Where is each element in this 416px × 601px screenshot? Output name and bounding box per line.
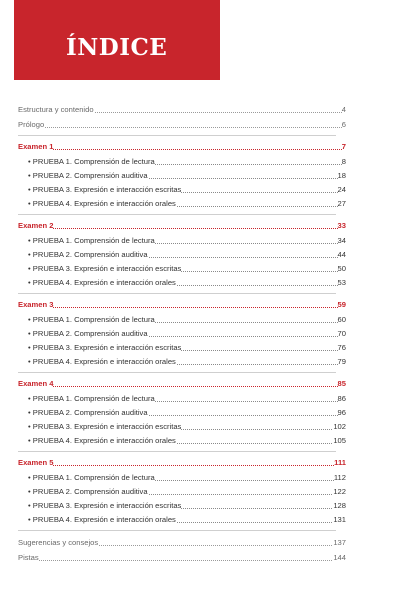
section-divider <box>18 293 336 294</box>
section-divider <box>18 372 336 373</box>
toc-entry-page: 34 <box>338 234 346 248</box>
toc-entry-page: 112 <box>334 471 346 485</box>
leader-dots <box>18 127 346 128</box>
toc-entry-label: • PRUEBA 4. Expresión e interacción orales <box>28 197 176 211</box>
toc-entry-label: • PRUEBA 3. Expresión e interacción escritas <box>28 341 181 355</box>
toc-entry-prueba-4[interactable] <box>0 197 416 211</box>
toc-entry-page: 102 <box>333 420 346 434</box>
toc-exam-3[interactable] <box>0 298 416 312</box>
toc-entry-page: 6 <box>342 118 346 132</box>
title-banner <box>14 0 220 80</box>
exam-page: 7 <box>342 140 346 154</box>
toc-entry-prueba-3[interactable] <box>0 262 416 276</box>
toc-entry-label: Prólogo <box>18 118 44 132</box>
toc-entry-label: • PRUEBA 1. Comprensión de lectura <box>28 392 155 406</box>
leader-dots <box>18 228 346 229</box>
leader-dots <box>18 465 346 466</box>
toc-entry-page: 96 <box>338 406 346 420</box>
toc-entry-page: 53 <box>338 276 346 290</box>
exam-label: Examen 2 <box>18 219 53 233</box>
exam-label: Examen 1 <box>18 140 53 154</box>
toc-entry-label: • PRUEBA 1. Comprensión de lectura <box>28 313 155 327</box>
toc-entry-prueba-3[interactable] <box>0 183 416 197</box>
toc-entry-label: • PRUEBA 4. Expresión e interacción orales <box>28 434 176 448</box>
toc-entry-label: • PRUEBA 4. Expresión e interacción orales <box>28 355 176 369</box>
toc-entry-page: 50 <box>338 262 346 276</box>
exam-page: 59 <box>338 298 346 312</box>
toc-exam-1[interactable] <box>0 140 416 154</box>
page-title: ÍNDICE <box>66 34 168 61</box>
toc-entry-label: Sugerencias y consejos <box>18 536 98 550</box>
toc-entry-label: • PRUEBA 3. Expresión e interacción escritas <box>28 183 181 197</box>
toc-entry-label: • PRUEBA 2. Comprensión auditiva <box>28 406 148 420</box>
toc-entry-label: • PRUEBA 2. Comprensión auditiva <box>28 485 148 499</box>
toc-entry-page: 79 <box>338 355 346 369</box>
leader-dots <box>18 560 346 561</box>
toc-entry-prueba-3[interactable] <box>0 341 416 355</box>
toc-entry-page: 137 <box>333 536 346 550</box>
toc-entry-prueba-4[interactable] <box>0 276 416 290</box>
toc-entry-label: • PRUEBA 2. Comprensión auditiva <box>28 169 148 183</box>
toc-entry-page: 122 <box>333 485 346 499</box>
toc-entry-page: 24 <box>338 183 346 197</box>
section-divider <box>18 530 336 531</box>
toc-entry-pistas[interactable] <box>0 551 416 565</box>
toc-entry-label: • PRUEBA 2. Comprensión auditiva <box>28 248 148 262</box>
toc-entry-prueba-2[interactable] <box>0 169 416 183</box>
toc-entry-page: 44 <box>338 248 346 262</box>
toc-entry-label: Estructura y contenido <box>18 103 94 117</box>
section-divider <box>18 135 336 136</box>
toc-entry-prueba-4[interactable] <box>0 355 416 369</box>
toc-entry-prueba-2[interactable] <box>0 406 416 420</box>
leader-dots <box>18 307 346 308</box>
leader-dots <box>18 386 346 387</box>
exam-label: Examen 4 <box>18 377 53 391</box>
toc-entry-label: • PRUEBA 3. Expresión e interacción escritas <box>28 499 181 513</box>
toc-entry-estructura[interactable] <box>0 103 416 117</box>
exam-page: 85 <box>338 377 346 391</box>
toc-entry-label: • PRUEBA 1. Comprensión de lectura <box>28 155 155 169</box>
toc-entry-prueba-1[interactable] <box>0 471 416 485</box>
toc-entry-prueba-3[interactable] <box>0 499 416 513</box>
toc-entry-page: 60 <box>338 313 346 327</box>
toc-entry-page: 144 <box>333 551 346 565</box>
toc-entry-prueba-4[interactable] <box>0 513 416 527</box>
exam-page: 111 <box>334 456 346 470</box>
toc-exam-2[interactable] <box>0 219 416 233</box>
toc-entry-prueba-3[interactable] <box>0 420 416 434</box>
exam-label: Examen 3 <box>18 298 53 312</box>
toc-entry-page: 105 <box>333 434 346 448</box>
toc-entry-prueba-2[interactable] <box>0 248 416 262</box>
toc-entry-prueba-2[interactable] <box>0 485 416 499</box>
section-divider <box>18 214 336 215</box>
leader-dots <box>18 149 346 150</box>
toc-entry-prueba-4[interactable] <box>0 434 416 448</box>
toc-entry-page: 18 <box>338 169 346 183</box>
toc-entry-label: • PRUEBA 1. Comprensión de lectura <box>28 471 155 485</box>
toc-entry-label: Pistas <box>18 551 39 565</box>
toc-entry-page: 27 <box>338 197 346 211</box>
toc-entry-prueba-1[interactable] <box>0 313 416 327</box>
exam-label: Examen 5 <box>18 456 53 470</box>
toc-exam-5[interactable] <box>0 456 416 470</box>
toc-entry-page: 131 <box>333 513 346 527</box>
exam-page: 33 <box>338 219 346 233</box>
toc-exam-4[interactable] <box>0 377 416 391</box>
toc-entry-prueba-1[interactable] <box>0 234 416 248</box>
toc-entry-prologo[interactable] <box>0 118 416 132</box>
toc-entry-sugerencias[interactable] <box>0 536 416 550</box>
toc-entry-label: • PRUEBA 4. Expresión e interacción orales <box>28 513 176 527</box>
section-divider <box>18 451 336 452</box>
toc-entry-page: 86 <box>338 392 346 406</box>
toc-entry-page: 4 <box>342 103 346 117</box>
toc-entry-label: • PRUEBA 3. Expresión e interacción escritas <box>28 262 181 276</box>
toc-entry-page: 70 <box>338 327 346 341</box>
toc-entry-page: 76 <box>338 341 346 355</box>
toc-entry-label: • PRUEBA 1. Comprensión de lectura <box>28 234 155 248</box>
toc-entry-prueba-1[interactable] <box>0 392 416 406</box>
toc-entry-label: • PRUEBA 4. Expresión e interacción orales <box>28 276 176 290</box>
toc-entry-label: • PRUEBA 3. Expresión e interacción escritas <box>28 420 181 434</box>
toc-entry-page: 8 <box>342 155 346 169</box>
toc-entry-prueba-1[interactable] <box>0 155 416 169</box>
toc-entry-page: 128 <box>333 499 346 513</box>
toc-entry-prueba-2[interactable] <box>0 327 416 341</box>
toc-entry-label: • PRUEBA 2. Comprensión auditiva <box>28 327 148 341</box>
